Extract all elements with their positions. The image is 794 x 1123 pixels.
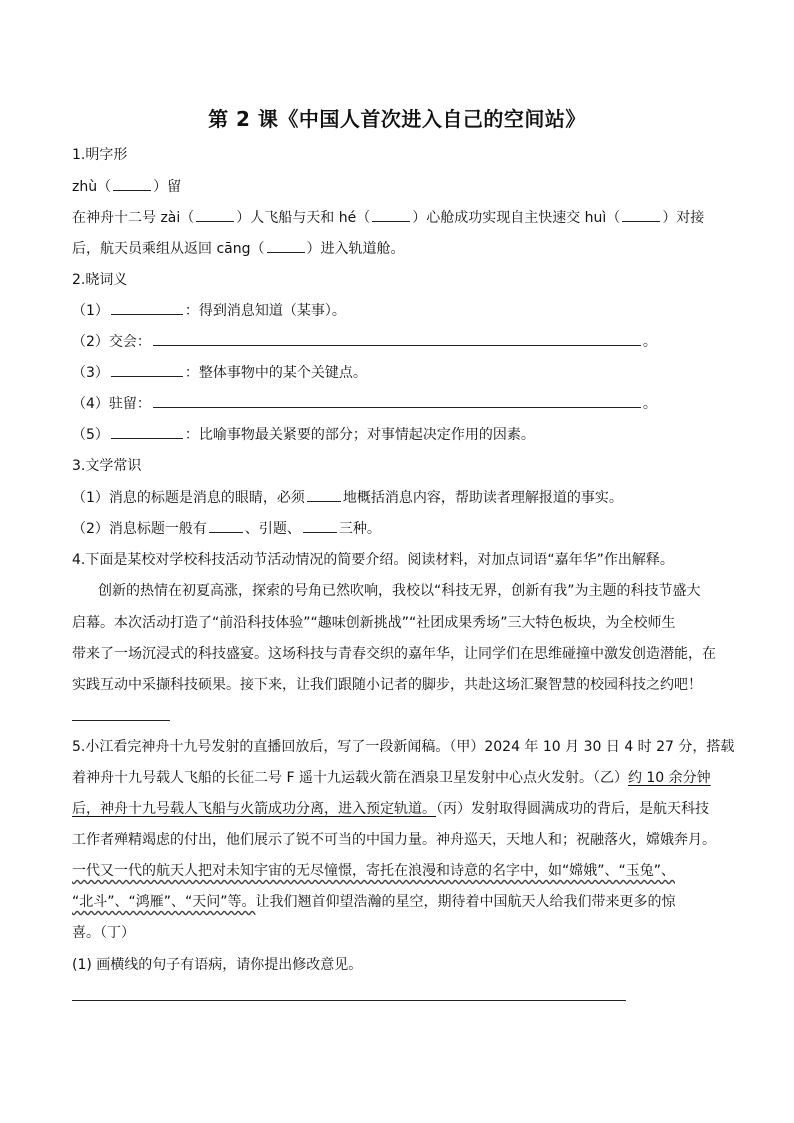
vocab-text: ：整体事物中的某个关键点。 [184,365,367,381]
pinyin-text: 在神舟十二号 zài（ [72,210,195,226]
pinyin-text: ）进入轨道舱。 [306,241,405,257]
underlined-sentence: 约 10 余分钟 [627,770,711,786]
answer-line[interactable] [72,720,170,721]
passage-line: 启幕。本次活动打造了“前沿科技体验”“趣味创新挑战”“社团成果秀场”三大特色板块，为全校师生 [72,615,676,631]
vocab-label: （2）交会： [72,334,151,350]
answer-blank[interactable] [113,177,151,191]
pinyin-text: ）对接 [662,210,705,226]
answer-blank[interactable] [153,394,641,408]
question-5-line: 喜。（丁） [72,925,135,941]
vocab-item-1 [72,301,346,321]
section-heading-2: 2.晓词义 [72,272,128,288]
section-heading-4: 4.下面是某校对学校科技活动节活动情况的简要介绍。阅读材料，对加点词语“嘉年华”作出解释。 [72,552,674,568]
pinyin-text: ）人飞船与天和 hé（ [236,210,371,226]
question-5-line [72,799,709,819]
question-5-line [72,768,711,788]
wavy-underlined-sentence: 一代又一代的航天人把对未知宇宙的无尽憧憬，寄托在浪漫和诗意的名字中，如“嫦娥”、“玉兔”、 [72,863,676,879]
literature-item-1 [72,488,623,508]
answer-blank[interactable] [307,488,341,502]
pinyin-line-1 [72,177,181,197]
vocab-label: （4）驻留： [72,396,151,412]
literature-text: 地概括消息内容，帮助读者理解报道的事实。 [342,490,623,506]
answer-blank[interactable] [153,332,641,346]
vocab-item-5 [72,425,535,445]
pinyin-line-2 [72,208,704,228]
news-text: （丙）发射取得圆满成功的背后，是航天科技 [436,801,709,817]
literature-text: 、引题、 [244,521,301,537]
question-5-line: 工作者殚精竭虑的付出，他们展示了锐不可当的中国力量。神舟巡天，天地人和；祝融落火，嫦娥奔月。 [72,832,716,848]
answer-blank[interactable] [372,208,410,222]
answer-blank[interactable] [622,208,660,222]
news-text: 让我们翘首仰望浩瀚的星空，期待着中国航天人给我们带来更多的惊 [255,894,676,910]
sub-question-1: (1) 画横线的句子有语病，请你提出修改意见。 [72,957,363,973]
answer-line[interactable] [72,1000,626,1001]
answer-blank[interactable] [111,425,183,439]
wavy-underlined-sentence: “北斗”、“鸿雁”、“天问”等。 [72,894,256,910]
pinyin-text: zhù（ [72,179,112,195]
section-heading-1: 1.明字形 [72,147,128,163]
pinyin-text: ）心舱成功实现自主快速交 huì（ [412,210,621,226]
question-5-line: 5.小江看完神舟十九号发射的直播回放后，写了一段新闻稿。（甲）2024 年 10 月 30 日 4 时 27 分，搭载 [72,739,735,755]
answer-blank[interactable] [111,301,183,315]
question-5-line [72,892,676,912]
news-text: 着神舟十九号载人飞船的长征二号 F 遥十九运载火箭在酒泉卫星发射中心点火发射。（乙） [72,770,628,786]
literature-text: 三种。 [338,521,381,537]
literature-item-2 [72,519,381,539]
answer-blank[interactable] [303,519,337,533]
vocab-item-3 [72,363,367,383]
passage-line: 实践互动中采撷科技硕果。接下来，让我们跟随小记者的脚步，共赴这场汇聚智慧的校园科技之约吧！ [72,677,702,693]
pinyin-line-3 [72,239,405,259]
vocab-text: 。 [642,334,657,350]
vocab-text: ：比喻事物最关紧要的部分；对事情起决定作用的因素。 [184,427,535,443]
vocab-item-2 [72,332,657,352]
answer-blank[interactable] [209,519,243,533]
question-5-line [72,861,675,881]
section-heading-3: 3.文学常识 [72,458,142,474]
vocab-item-4 [72,394,657,414]
pinyin-text: 后，航天员乘组从返回 cāng（ [72,241,265,257]
vocab-label: （1） [72,303,109,319]
answer-blank[interactable] [111,363,183,377]
vocab-text: 。 [642,396,657,412]
passage-line: 带来了一场沉浸式的科技盛宴。这场科技与青春交织的嘉年华，让同学们在思维碰撞中激发创造潜能，在 [72,646,716,662]
vocab-text: ：得到消息知道（某事）。 [184,303,346,319]
vocab-label: （5） [72,427,109,443]
pinyin-text: ）留 [153,179,182,195]
answer-blank[interactable] [267,239,305,253]
page-title: 第 2 课《中国人首次进入自己的空间站》 [208,107,586,131]
underlined-sentence: 后，神舟十九号载人飞船与火箭成功分离，进入预定轨道。 [72,801,436,817]
vocab-label: （3） [72,365,109,381]
answer-blank[interactable] [196,208,234,222]
literature-text: （1）消息的标题是消息的眼睛，必须 [72,490,305,506]
literature-text: （2）消息标题一般有 [72,521,207,537]
passage-line: 创新的热情在初夏高涨，探索的号角已然吹响，我校以“科技无界，创新有我”为主题的科技节盛大 [98,583,701,599]
